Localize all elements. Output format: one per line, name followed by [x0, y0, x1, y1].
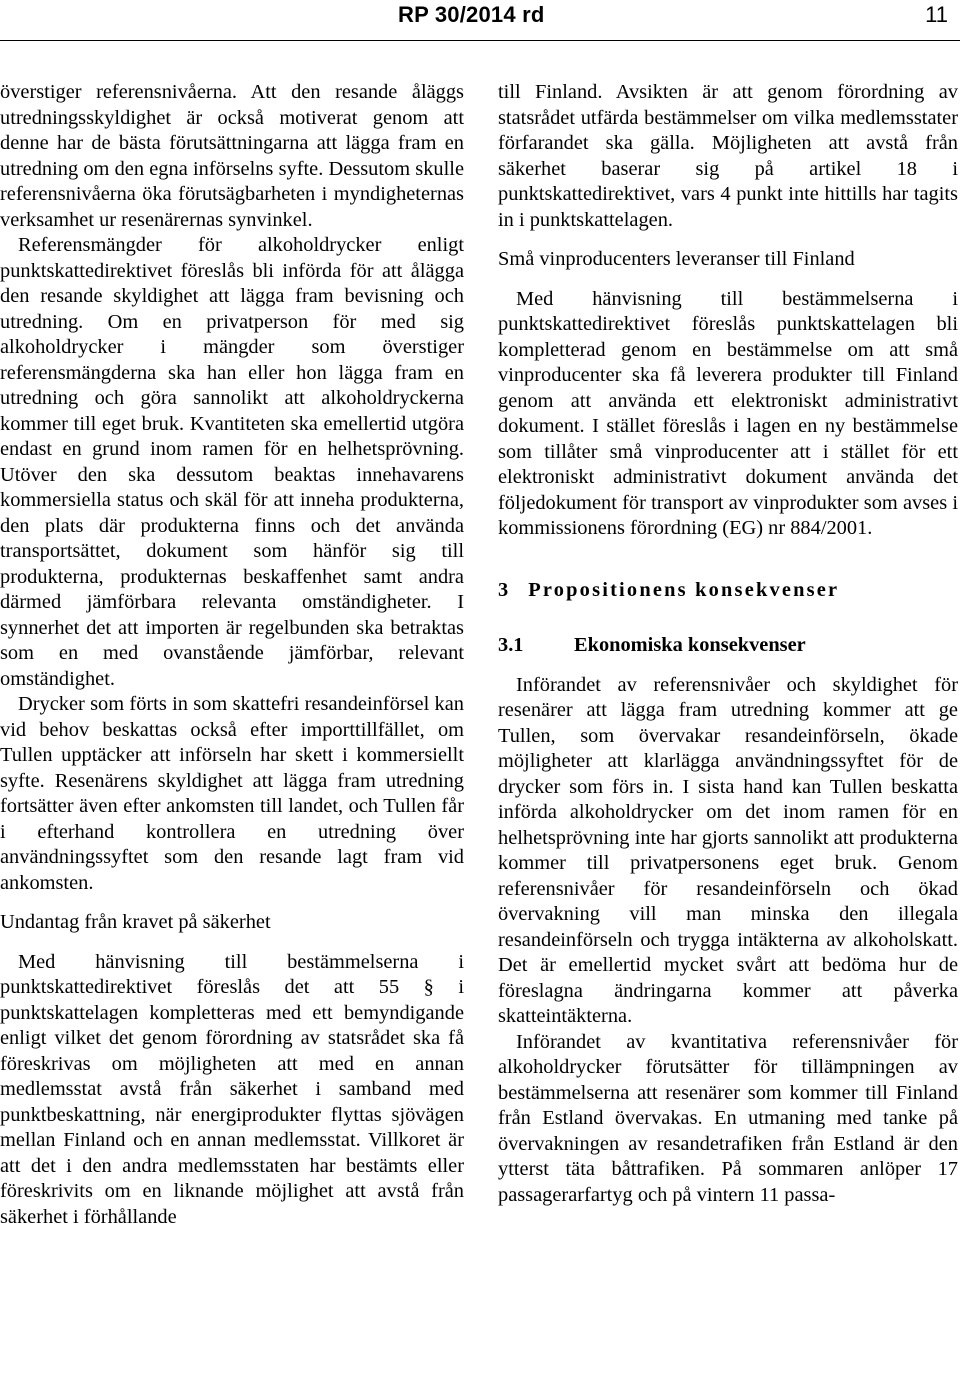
- paragraph: överstiger referensnivåerna. Att den resande åläggs utredningsskyldighet är också motiverat genom att denne har de bästa förutsättningarna att lägga fram en utredning om den egna införselns syfte. Dessutom skulle referensnivåerna öka förutsägbarheten i myndigheternas verksamhet ur resenärernas synvinkel.: [0, 81, 464, 231]
- paragraph: Införandet av kvantitativa referensnivåer för alkoholdrycker förutsätter för tillämpningen av bestämmelserna att resenärer som kommer till Finland från Estland övervakas. En utmaning med tanke på övervakningen av resandetrafiken från Estland är den ytterst täta båttrafiken. På sommaren anlöper 17 passagerarfartyg och på vintern 11 passa-: [498, 1030, 958, 1206]
- section-title: Propositionens konsekvenser: [528, 578, 840, 601]
- paragraph: Införandet av referensnivåer och skyldighet för resenärer att lägga fram utredning kommer att ge Tullen, som övervakar resandeinförseln, ökade möjligheter att klarlägga användningssyftet för de drycker som förs in. I sista hand kan Tullen beskatta införda alkoholdrycker om det inom ramen för en helhetsprövning inte har gjorts sannolikt att produkterna kommer till privatpersonens eget bruk. Genom referensnivåer för resandeinförseln och ökad övervakning vill man minska den illegala resandeinförseln och trygga intäkterna av alkoholskatt. Det är emellertid mycket svårt att bedöma hur de föreslagna ändringarna kommer att påverka skatteintäkterna.: [498, 673, 958, 1027]
- subsection-number: 3.1: [498, 634, 524, 656]
- section-number: 3: [498, 578, 509, 601]
- subheading-sma-vinproducenter: Små vinproducenters leveranser till Finland: [498, 248, 855, 270]
- page-header: [0, 0, 960, 42]
- paragraph: Med hänvisning till bestämmelserna i punktskattedirektivet föreslås det att 55 § i punktskattelagen kompletteras med ett bemyndigande enligt vilket det genom förordning av statsrådet ska få föreskrivas om möjligheten att med en annan medlemsstat avstå från säkerhet i samband med punktbeskattning, när energiprodukter flyttas sjövägen mellan Finland och en annan medlemsstat. Villkoret är att det i den andra medlemsstaten har bestämts eller föreskrivits om en liknande möjlighet att avstå från säkerhet i förhållande: [0, 950, 464, 1228]
- left-column: [0, 80, 464, 1230]
- right-column: [498, 80, 958, 1208]
- paragraph: till Finland. Avsikten är att genom förordning av statsrådet utfärda bestämmelser om vilka medlemsstater förfarandet ska gälla. Möjligheten att avstå från säkerhet baserar sig på artikel 18 i punktskattedirektivet, vars 4 punkt inte hittills har tagits in i punktskattelagen.: [498, 81, 958, 231]
- section-heading: [498, 578, 958, 604]
- header-rule: [0, 40, 960, 41]
- subsection-title: Ekonomiska konsekvenser: [574, 634, 806, 656]
- subheading-undantag: Undantag från kravet på säkerhet: [0, 911, 271, 933]
- subsection-heading: [498, 633, 958, 659]
- page-number: 11: [925, 2, 948, 27]
- document-id: RP 30/2014 rd: [398, 2, 545, 27]
- paragraph: Referensmängder för alkoholdrycker enligt punktskattedirektivet föreslås bli införda för att ålägga den resande skyldighet att lägga fram bevisning och utredning. Om en privatperson för med sig alkoholdrycker i mängder som överstiger referensmängderna ska han eller hon lägga fram en utredning och göra sannolikt att alkoholdryckerna kommer till eget bruk. Kvantiteten ska emellertid utgöra endast en grund inom ramen för en helhetsprövning. Utöver den ska dessutom beaktas innehavarens kommersiella status och skäl för att inneha produkterna, den plats där produkterna finns och det använda transportsättet, dokument som hänför sig till produkterna, produkternas beskaffenhet samt andra därmed jämförbara relevanta omständigheter. I synnerhet det att importen är regelbunden ska betraktas som en med ovanstående jämförbar, relevant omständighet.: [0, 234, 464, 690]
- paragraph: Med hänvisning till bestämmelserna i punktskattedirektivet föreslås punktskattelagen bli kompletterad genom en bestämmelse om att små vinproducenter ska få leverera produkter till Finland genom att använda ett elektroniskt administrativt dokument. I stället föreslås i lagen en ny bestämmelse som tillåter små vinproducenter att i stället för ett elektroniskt administrativt dokument använda det följedokument för transport av vinprodukter som avses i kommissionens förordning (EG) nr 884/2001.: [498, 287, 958, 539]
- paragraph: Drycker som förts in som skattefri resandeinförsel kan vid behov beskattas också efter importtillfället, om Tullen upptäcker att införseln har skett i kommersiellt syfte. Resenärens skyldighet att lägga fram utredning fortsätter även efter ankomsten till landet, och Tullen får i efterhand kontrollera en utredning över användningssyftet som den resande lagt fram vid ankomsten.: [0, 693, 464, 894]
